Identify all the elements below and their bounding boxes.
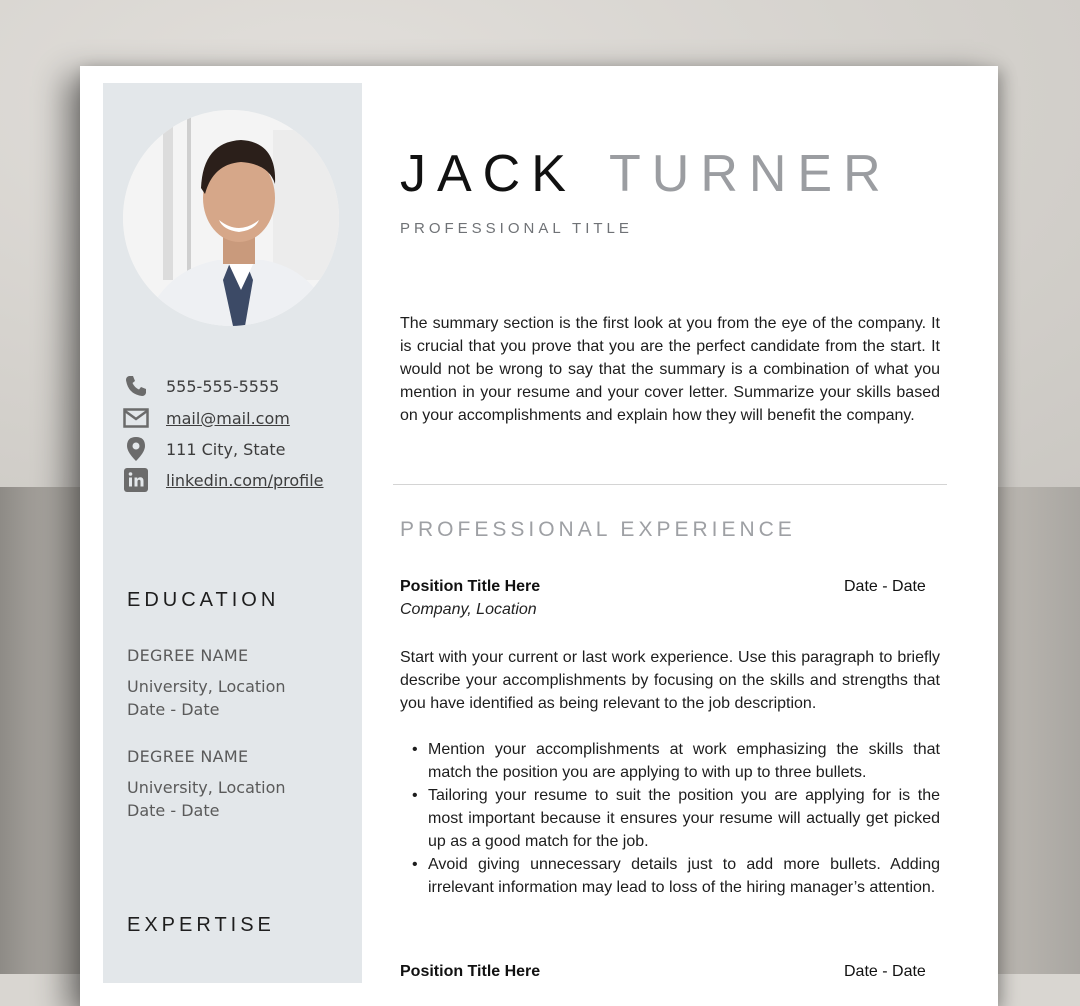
resume-page	[80, 66, 998, 1006]
sidebar	[103, 83, 362, 983]
degree-dates: Date - Date	[127, 700, 220, 719]
list-item: • Mention your accomplishments at work emphasizing the skills that match the position you are applying to with up to three bullets.	[400, 738, 940, 784]
job-dates: Date - Date	[844, 578, 926, 595]
linkedin-icon	[123, 467, 149, 493]
degree-school: University, Location	[127, 677, 286, 696]
experience-heading: PROFESSIONAL EXPERIENCE	[400, 518, 796, 541]
education-item	[127, 747, 286, 822]
linkedin-link[interactable]: linkedin.com/profile	[166, 470, 324, 490]
email-link[interactable]: mail@mail.com	[166, 408, 290, 428]
list-item: • Tailoring your resume to suit the position you are applying for is the most important because it ensures your resume will actually get picked up as a good match for the job.	[400, 784, 940, 853]
first-name: JACK	[400, 145, 577, 203]
summary-paragraph: The summary section is the first look at you from the eye of the company. It is crucial that you prove that you are the perfect candidate from the start. It would not be wrong to say that the summary is a combination of what you mention in your resume and your cover letter. Summarize your skills based on your accomplishments and explain how they will benefit the company.	[400, 315, 940, 424]
degree-name: DEGREE NAME	[127, 747, 249, 766]
profile-photo-illustration	[123, 110, 339, 326]
job-title: Position Title Here	[400, 963, 541, 980]
job-dates: Date - Date	[844, 963, 926, 980]
address-text: 111 City, State	[166, 439, 286, 459]
phone-number: 555-555-5555	[166, 376, 280, 396]
contact-email[interactable]	[123, 405, 290, 431]
list-item: • Avoid giving unnecessary details just to add more bullets. Adding irrelevant information may lead to loss of the hiring manager’s attention.	[400, 853, 940, 899]
contact-address	[123, 436, 286, 462]
professional-title: PROFESSIONAL TITLE	[400, 220, 633, 237]
last-name: TURNER	[609, 145, 892, 203]
contact-phone	[123, 373, 279, 399]
section-divider	[393, 484, 947, 485]
location-pin-icon	[123, 436, 149, 462]
degree-dates: Date - Date	[127, 801, 220, 820]
job-description: Start with your current or last work experience. Use this paragraph to briefly describe your accomplishments by focusing on the skills and strengths that you have identified as being relevant to the job description.	[400, 649, 940, 712]
expertise-heading: EXPERTISE	[127, 914, 275, 936]
job-title: Position Title Here	[400, 578, 541, 595]
degree-name: DEGREE NAME	[127, 646, 249, 665]
job-bullets	[400, 738, 940, 899]
education-item	[127, 646, 286, 721]
job-company: Company, Location	[400, 601, 537, 618]
phone-icon	[123, 373, 149, 399]
profile-photo	[123, 110, 339, 326]
degree-school: University, Location	[127, 778, 286, 797]
contact-linkedin[interactable]	[123, 467, 324, 493]
mail-icon	[123, 405, 149, 431]
education-heading: EDUCATION	[127, 589, 280, 611]
